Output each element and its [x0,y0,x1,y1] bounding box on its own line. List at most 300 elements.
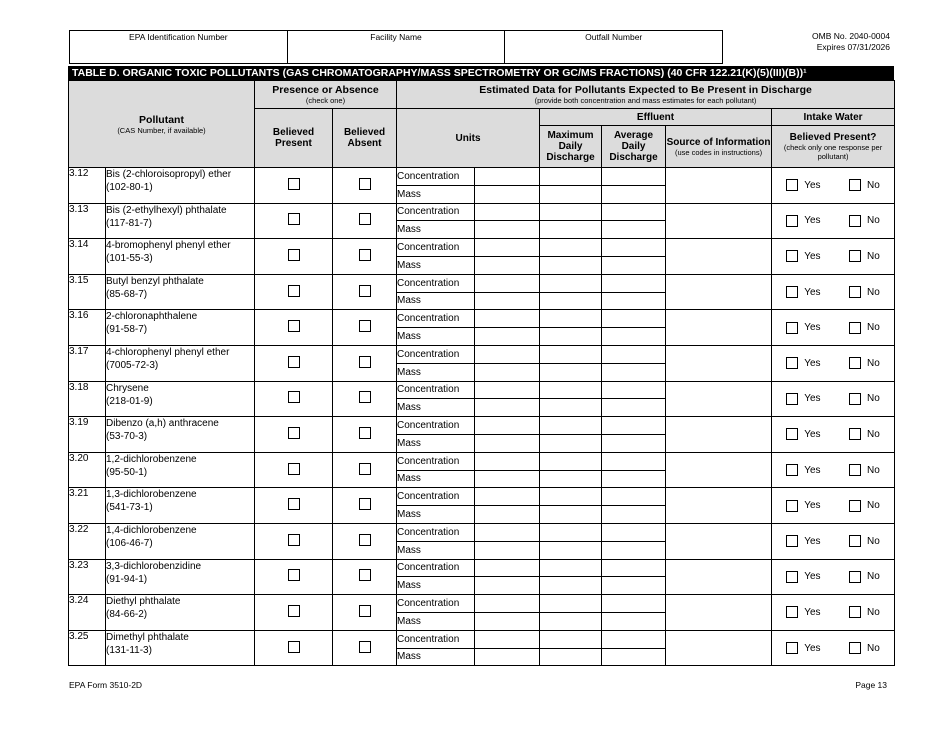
pollutant-cas: (102-80-1) [106,182,153,193]
believed-present-checkbox[interactable] [288,285,300,297]
believed-absent-checkbox[interactable] [359,463,371,475]
concentration-max-input[interactable] [540,559,602,577]
intake-no[interactable] [849,606,880,618]
concentration-max-input[interactable] [540,488,602,506]
table-row [69,239,895,257]
concentration-avg-input[interactable] [602,239,666,257]
intake-no-checkbox[interactable] [849,606,861,618]
mass-avg-input[interactable] [602,256,666,274]
concentration-units-input[interactable] [475,203,540,221]
mass-avg-input[interactable] [602,185,666,203]
max-daily-header: Maximum Daily Discharge [540,126,602,168]
intake-no-checkbox[interactable] [849,535,861,547]
table-row [69,417,895,435]
mass-avg-input[interactable] [602,470,666,488]
pollutant-name-text: 4-chlorophenyl phenyl ether [106,346,230,358]
intake-no-label: No [867,428,880,440]
concentration-label: Concentration [397,203,475,221]
intake-no-label: No [867,535,880,547]
pollutant-cas: (7005-72-3) [106,359,159,371]
concentration-max-input[interactable] [540,381,602,399]
intake-no-checkbox[interactable] [849,571,861,583]
table-row [69,452,895,470]
intake-yes[interactable] [786,286,820,298]
intake-yes[interactable] [786,179,820,191]
intake-yes[interactable] [786,428,820,440]
mass-label: Mass [397,328,475,346]
believed-absent-checkbox[interactable] [359,569,371,581]
mass-label: Mass [397,506,475,524]
pollutant-name [106,595,255,631]
concentration-max-input[interactable] [540,417,602,435]
believed-present-cell [255,345,333,381]
believed-absent-checkbox[interactable] [359,641,371,653]
source-input[interactable] [666,345,772,381]
mass-units-input[interactable] [475,221,540,239]
source-input[interactable] [666,168,772,204]
intake-no-label: No [867,357,880,369]
believed-absent-cell [333,595,397,631]
intake-yes-label: Yes [804,393,821,405]
intake-response [772,488,895,524]
mass-avg-input[interactable] [602,292,666,310]
believed-present-checkbox[interactable] [288,356,300,368]
believed-absent-cell [333,274,397,310]
intake-yes-label: Yes [804,464,821,476]
concentration-max-input[interactable] [540,168,602,186]
intake-yes-label: Yes [804,428,821,440]
pollutant-name [106,239,255,275]
pollutant-name-text: 2-chloronaphthalene [106,311,198,323]
pollutant-cas: (101-55-3) [106,253,153,265]
epa-id-field[interactable] [70,31,288,63]
source-input[interactable] [666,488,772,524]
mass-units-input[interactable] [475,434,540,452]
estimated-header [397,81,895,109]
intake-header: Intake Water [772,109,895,126]
concentration-units-input[interactable] [475,595,540,613]
believed-present-checkbox[interactable] [288,498,300,510]
table-row [69,595,895,613]
concentration-avg-input[interactable] [602,203,666,221]
source-input[interactable] [666,595,772,631]
pollutant-number: 3.18 [69,381,106,417]
intake-yes-checkbox[interactable] [786,571,798,583]
intake-yes-checkbox[interactable] [786,464,798,476]
intake-no[interactable] [849,571,880,583]
pollutant-cas: (106-46-7) [106,537,153,549]
mass-max-input[interactable] [540,292,602,310]
intake-question-sub: (check only one response per pollutant) [783,143,883,161]
believed-absent-checkbox[interactable] [359,178,371,190]
mass-avg-input[interactable] [602,612,666,630]
concentration-units-input[interactable] [475,345,540,363]
intake-no[interactable] [849,215,880,227]
believed-absent-cell [333,345,397,381]
intake-yes-checkbox[interactable] [786,215,798,227]
concentration-units-input[interactable] [475,274,540,292]
believed-absent-cell [333,203,397,239]
mass-units-input[interactable] [475,577,540,595]
pollutant-name-text: Butyl benzyl phthalate [106,275,204,287]
intake-response [772,417,895,453]
believed-present-checkbox[interactable] [288,569,300,581]
concentration-avg-input[interactable] [602,559,666,577]
believed-present-checkbox[interactable] [288,641,300,653]
intake-yes[interactable] [786,322,820,334]
believed-present-checkbox[interactable] [288,534,300,546]
concentration-units-input[interactable] [475,168,540,186]
believed-absent-cell [333,168,397,204]
mass-avg-input[interactable] [602,541,666,559]
pollutant-number: 3.19 [69,417,106,453]
concentration-units-input[interactable] [475,452,540,470]
intake-yes-checkbox[interactable] [786,250,798,262]
believed-present-checkbox[interactable] [288,213,300,225]
mass-units-input[interactable] [475,470,540,488]
mass-units-input[interactable] [475,399,540,417]
source-input[interactable] [666,239,772,275]
concentration-units-input[interactable] [475,417,540,435]
intake-no-checkbox[interactable] [849,179,861,191]
source-input[interactable] [666,310,772,346]
believed-present-checkbox[interactable] [288,605,300,617]
believed-absent-checkbox[interactable] [359,320,371,332]
pollutant-cas: (85-68-7) [106,288,148,300]
pollutant-name [106,381,255,417]
pollutant-name-text: Chrysene [106,382,149,394]
mass-max-input[interactable] [540,185,602,203]
intake-response [772,523,895,559]
mass-units-input[interactable] [475,328,540,346]
mass-units-input[interactable] [475,506,540,524]
epa-id-label: EPA Identification Number [129,32,228,42]
believed-present-checkbox[interactable] [288,391,300,403]
intake-no-checkbox[interactable] [849,464,861,476]
concentration-units-input[interactable] [475,239,540,257]
pollutant-cas: (131-11-3) [106,644,152,656]
pollutant-cas: (117-81-7) [106,217,152,229]
mass-label: Mass [397,399,475,417]
intake-yes-checkbox[interactable] [786,286,798,298]
concentration-label: Concentration [397,559,475,577]
believed-absent-checkbox[interactable] [359,391,371,403]
intake-no-checkbox[interactable] [849,500,861,512]
concentration-avg-input[interactable] [602,595,666,613]
mass-units-input[interactable] [475,363,540,381]
intake-no[interactable] [849,642,880,654]
mass-units-input[interactable] [475,612,540,630]
pollutant-cas: (84-66-2) [106,609,148,621]
source-input[interactable] [666,274,772,310]
believed-present-cell [255,523,333,559]
believed-present-cell [255,595,333,631]
mass-max-input[interactable] [540,506,602,524]
intake-yes[interactable] [786,606,820,618]
intake-yes-label: Yes [804,500,821,512]
concentration-avg-input[interactable] [602,168,666,186]
intake-yes-label: Yes [804,215,821,227]
mass-units-input[interactable] [475,292,540,310]
pollutant-header-sub: (CAS Number, if available) [117,125,206,135]
intake-yes-checkbox[interactable] [786,428,798,440]
pollutant-name-text: Diethyl phthalate [106,596,181,608]
intake-no[interactable] [849,464,880,476]
concentration-avg-input[interactable] [602,345,666,363]
pollutant-cas: (53-70-3) [106,431,148,443]
intake-question-header [772,126,895,168]
concentration-avg-input[interactable] [602,630,666,648]
believed-present-checkbox[interactable] [288,178,300,190]
concentration-avg-input[interactable] [602,488,666,506]
intake-yes-checkbox[interactable] [786,393,798,405]
believed-absent-checkbox[interactable] [359,249,371,261]
pollutant-name-text: 1,2-dichlorobenzene [106,453,197,465]
mass-max-input[interactable] [540,648,602,666]
table-row [69,274,895,292]
pollutant-number: 3.16 [69,310,106,346]
pollutant-number: 3.20 [69,452,106,488]
concentration-label: Concentration [397,310,475,328]
intake-yes-label: Yes [804,535,821,547]
believed-absent-checkbox[interactable] [359,534,371,546]
mass-max-input[interactable] [540,577,602,595]
pollutant-name-text: Dibenzo (a,h) anthracene [106,418,219,430]
pollutant-name [106,488,255,524]
intake-no-checkbox[interactable] [849,215,861,227]
intake-yes-checkbox[interactable] [786,357,798,369]
intake-no-label: No [867,393,880,405]
intake-no[interactable] [849,179,880,191]
intake-no-checkbox[interactable] [849,286,861,298]
intake-yes-label: Yes [804,571,821,583]
believed-present-cell [255,203,333,239]
concentration-label: Concentration [397,381,475,399]
table-row [69,381,895,399]
mass-avg-input[interactable] [602,221,666,239]
intake-yes-checkbox[interactable] [786,322,798,334]
believed-absent-checkbox[interactable] [359,356,371,368]
intake-no-label: No [867,179,880,191]
pollutant-cas: (91-94-1) [106,573,148,585]
intake-yes[interactable] [786,393,820,405]
mass-avg-input[interactable] [602,363,666,381]
effluent-header: Effluent [540,109,772,126]
concentration-max-input[interactable] [540,239,602,257]
intake-yes-label: Yes [804,357,821,369]
source-input[interactable] [666,559,772,595]
concentration-units-input[interactable] [475,488,540,506]
believed-present-cell [255,381,333,417]
mass-label: Mass [397,292,475,310]
intake-no-checkbox[interactable] [849,357,861,369]
believed-present-cell [255,168,333,204]
mass-label: Mass [397,541,475,559]
concentration-max-input[interactable] [540,452,602,470]
mass-avg-input[interactable] [602,648,666,666]
mass-max-input[interactable] [540,363,602,381]
believed-absent-cell [333,523,397,559]
concentration-units-input[interactable] [475,381,540,399]
intake-yes[interactable] [786,464,820,476]
intake-no[interactable] [849,357,880,369]
pollutant-name [106,559,255,595]
intake-no[interactable] [849,393,880,405]
intake-no[interactable] [849,500,880,512]
intake-yes-checkbox[interactable] [786,606,798,618]
source-input[interactable] [666,381,772,417]
mass-avg-input[interactable] [602,434,666,452]
facility-name-label: Facility Name [370,32,422,42]
intake-yes-label: Yes [804,286,821,298]
source-header [666,126,772,168]
intake-response [772,559,895,595]
intake-yes-label: Yes [804,642,821,654]
believed-present-checkbox[interactable] [288,320,300,332]
concentration-avg-input[interactable] [602,417,666,435]
pollutant-number: 3.23 [69,559,106,595]
mass-units-input[interactable] [475,256,540,274]
table-row [69,630,895,648]
source-input[interactable] [666,630,772,666]
concentration-units-input[interactable] [475,559,540,577]
pollutant-name [106,523,255,559]
intake-yes[interactable] [786,357,820,369]
intake-yes-checkbox[interactable] [786,535,798,547]
presence-header-sub: (check one) [305,96,346,105]
mass-avg-input[interactable] [602,328,666,346]
intake-yes[interactable] [786,250,820,262]
facility-name-field[interactable] [288,31,506,63]
believed-absent-checkbox[interactable] [359,285,371,297]
omb-number: OMB No. 2040-0004 [812,31,890,41]
outfall-number-field[interactable] [505,31,722,63]
believed-absent-cell [333,310,397,346]
form-number: EPA Form 3510-2D [69,680,143,690]
source-input[interactable] [666,417,772,453]
pollutant-name-text: Bis (2-chloroisopropyl) ether [106,169,232,180]
intake-response [772,595,895,631]
believed-present-checkbox[interactable] [288,427,300,439]
pollutant-name-text: Bis (2-ethylhexyl) phthalate [106,204,227,216]
intake-response [772,630,895,666]
concentration-label: Concentration [397,345,475,363]
intake-yes[interactable] [786,215,820,227]
mass-max-input[interactable] [540,221,602,239]
concentration-avg-input[interactable] [602,452,666,470]
believed-present-checkbox[interactable] [288,463,300,475]
concentration-avg-input[interactable] [602,523,666,541]
mass-max-input[interactable] [540,541,602,559]
concentration-label: Concentration [397,452,475,470]
concentration-units-input[interactable] [475,523,540,541]
table-row [69,559,895,577]
mass-label: Mass [397,363,475,381]
intake-no-checkbox[interactable] [849,322,861,334]
concentration-max-input[interactable] [540,274,602,292]
believed-absent-checkbox[interactable] [359,213,371,225]
mass-units-input[interactable] [475,648,540,666]
pollutant-name [106,345,255,381]
believed-present-header: Believed Present [255,109,333,168]
concentration-max-input[interactable] [540,345,602,363]
concentration-max-input[interactable] [540,310,602,328]
believed-absent-checkbox[interactable] [359,427,371,439]
intake-yes-checkbox[interactable] [786,642,798,654]
mass-max-input[interactable] [540,399,602,417]
pollutant-name-text: 1,4-dichlorobenzene [106,524,197,536]
concentration-label: Concentration [397,239,475,257]
intake-no[interactable] [849,428,880,440]
intake-no-checkbox[interactable] [849,428,861,440]
concentration-max-input[interactable] [540,203,602,221]
intake-no[interactable] [849,250,880,262]
page-number: Page 13 [855,680,887,690]
pollutant-cas: (91-58-7) [106,324,148,336]
concentration-max-input[interactable] [540,523,602,541]
believed-absent-header: Believed Absent [333,109,397,168]
source-input[interactable] [666,203,772,239]
intake-no-checkbox[interactable] [849,250,861,262]
concentration-units-input[interactable] [475,630,540,648]
intake-yes[interactable] [786,642,820,654]
pollutant-number: 3.15 [69,274,106,310]
intake-no-checkbox[interactable] [849,642,861,654]
source-input[interactable] [666,523,772,559]
intake-yes[interactable] [786,535,820,547]
mass-units-input[interactable] [475,541,540,559]
believed-absent-checkbox[interactable] [359,498,371,510]
mass-max-input[interactable] [540,328,602,346]
intake-yes[interactable] [786,500,820,512]
pollutant-name [106,310,255,346]
believed-present-checkbox[interactable] [288,249,300,261]
believed-absent-checkbox[interactable] [359,605,371,617]
table-row [69,203,895,221]
pollutant-cas: (218-01-9) [106,395,153,407]
outfall-number-label: Outfall Number [585,32,643,42]
intake-yes-checkbox[interactable] [786,179,798,191]
table-row [69,310,895,328]
intake-no[interactable] [849,535,880,547]
mass-max-input[interactable] [540,434,602,452]
mass-avg-input[interactable] [602,506,666,524]
intake-no[interactable] [849,322,880,334]
concentration-avg-input[interactable] [602,381,666,399]
pollutant-name [106,630,255,666]
concentration-avg-input[interactable] [602,274,666,292]
concentration-units-input[interactable] [475,310,540,328]
pollutant-number: 3.14 [69,239,106,275]
intake-yes-checkbox[interactable] [786,500,798,512]
pollutant-cas: (541-73-1) [106,502,153,514]
concentration-max-input[interactable] [540,595,602,613]
concentration-avg-input[interactable] [602,310,666,328]
intake-yes[interactable] [786,571,820,583]
intake-no-checkbox[interactable] [849,393,861,405]
concentration-max-input[interactable] [540,630,602,648]
mass-max-input[interactable] [540,256,602,274]
pollutant-name-text: 1,3-dichlorobenzene [106,489,197,501]
intake-no[interactable] [849,286,880,298]
mass-max-input[interactable] [540,470,602,488]
concentration-label: Concentration [397,168,475,186]
source-input[interactable] [666,452,772,488]
mass-avg-input[interactable] [602,399,666,417]
mass-max-input[interactable] [540,612,602,630]
mass-units-input[interactable] [475,185,540,203]
mass-avg-input[interactable] [602,577,666,595]
